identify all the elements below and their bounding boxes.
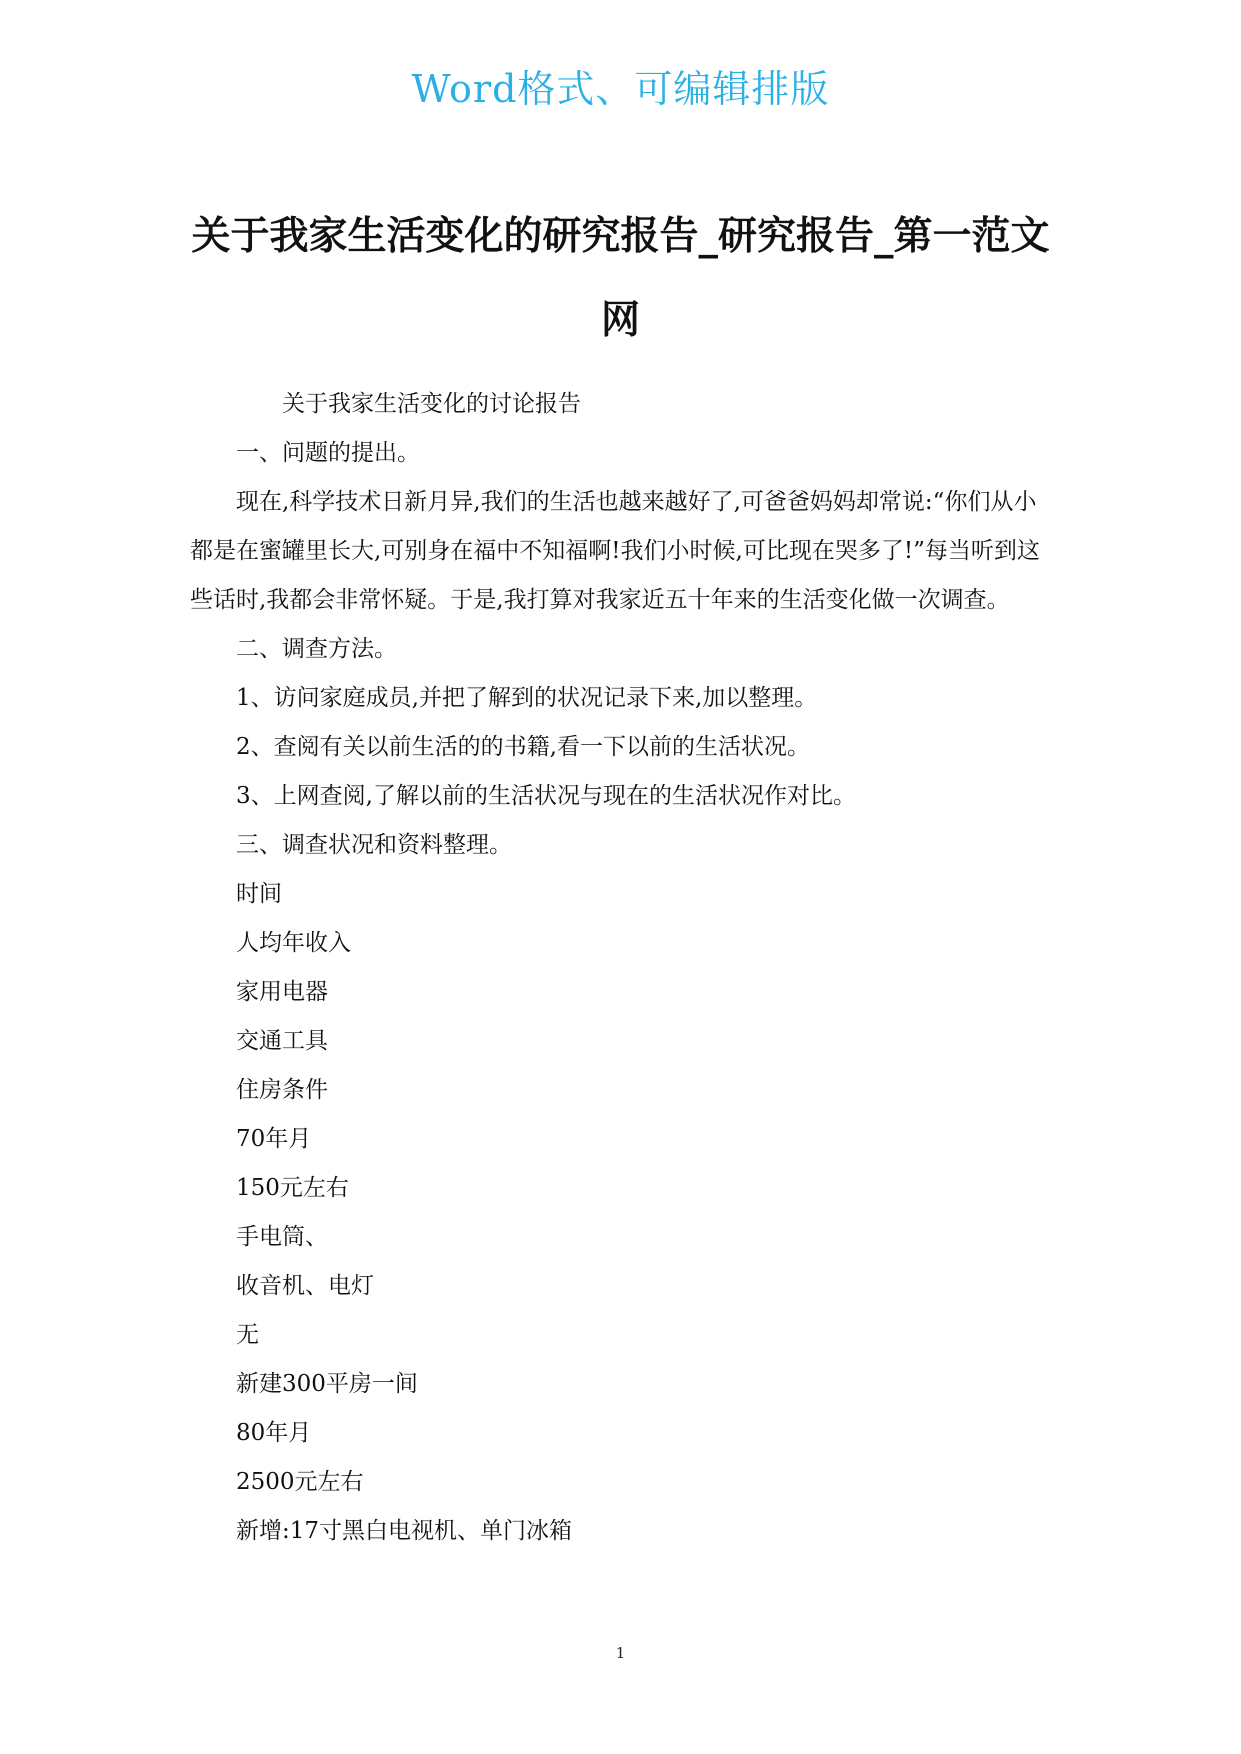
- paragraph: 80年月: [236, 1420, 312, 1446]
- page-number: 1: [615, 1644, 626, 1662]
- paragraph: 家用电器: [236, 979, 328, 1005]
- paragraph: 3、上网查阅,了解以前的生活状况与现在的生活状况作对比。: [236, 783, 856, 809]
- document-subtitle: 关于我家生活变化的讨论报告: [282, 391, 581, 417]
- document-body: [190, 380, 1052, 1556]
- paragraph: 新增:17寸黑白电视机、单门冰箱: [236, 1518, 573, 1544]
- paragraph: 手电筒、: [236, 1224, 328, 1250]
- paragraph: 交通工具: [236, 1028, 328, 1054]
- paragraph: 现在,科学技术日新月异,我们的生活也越来越好了,可爸爸妈妈却常说:“你们从小都是在蜜罐里长大,可别身在福中不知福啊!我们小时候,可比现在哭多了!”每当听到这些话时,我都会非常怀疑。于是,我打算对我家近五十年来的生活变化做一次调查。: [190, 489, 1040, 613]
- paragraph: 住房条件: [236, 1077, 328, 1103]
- header-watermark: Word格式、可编辑排版: [411, 67, 830, 111]
- paragraph: 新建300平房一间: [236, 1371, 418, 1397]
- paragraph: 70年月: [236, 1126, 312, 1152]
- paragraph: 收音机、电灯: [236, 1273, 374, 1299]
- document-title: 关于我家生活变化的研究报告_研究报告_第一范文网: [191, 214, 1050, 343]
- paragraph: 1、访问家庭成员,并把了解到的状况记录下来,加以整理。: [236, 685, 818, 711]
- paragraph: 一、问题的提出。: [236, 440, 420, 466]
- paragraph: 无: [236, 1322, 259, 1348]
- paragraph: 2、查阅有关以前生活的的书籍,看一下以前的生活状况。: [236, 734, 810, 760]
- paragraph: 2500元左右: [236, 1469, 364, 1495]
- paragraph: 150元左右: [236, 1175, 349, 1201]
- paragraph: 二、调查方法。: [236, 636, 397, 662]
- paragraph: 三、调查状况和资料整理。: [236, 832, 512, 858]
- paragraph: 人均年收入: [236, 930, 351, 956]
- paragraph: 时间: [236, 881, 282, 907]
